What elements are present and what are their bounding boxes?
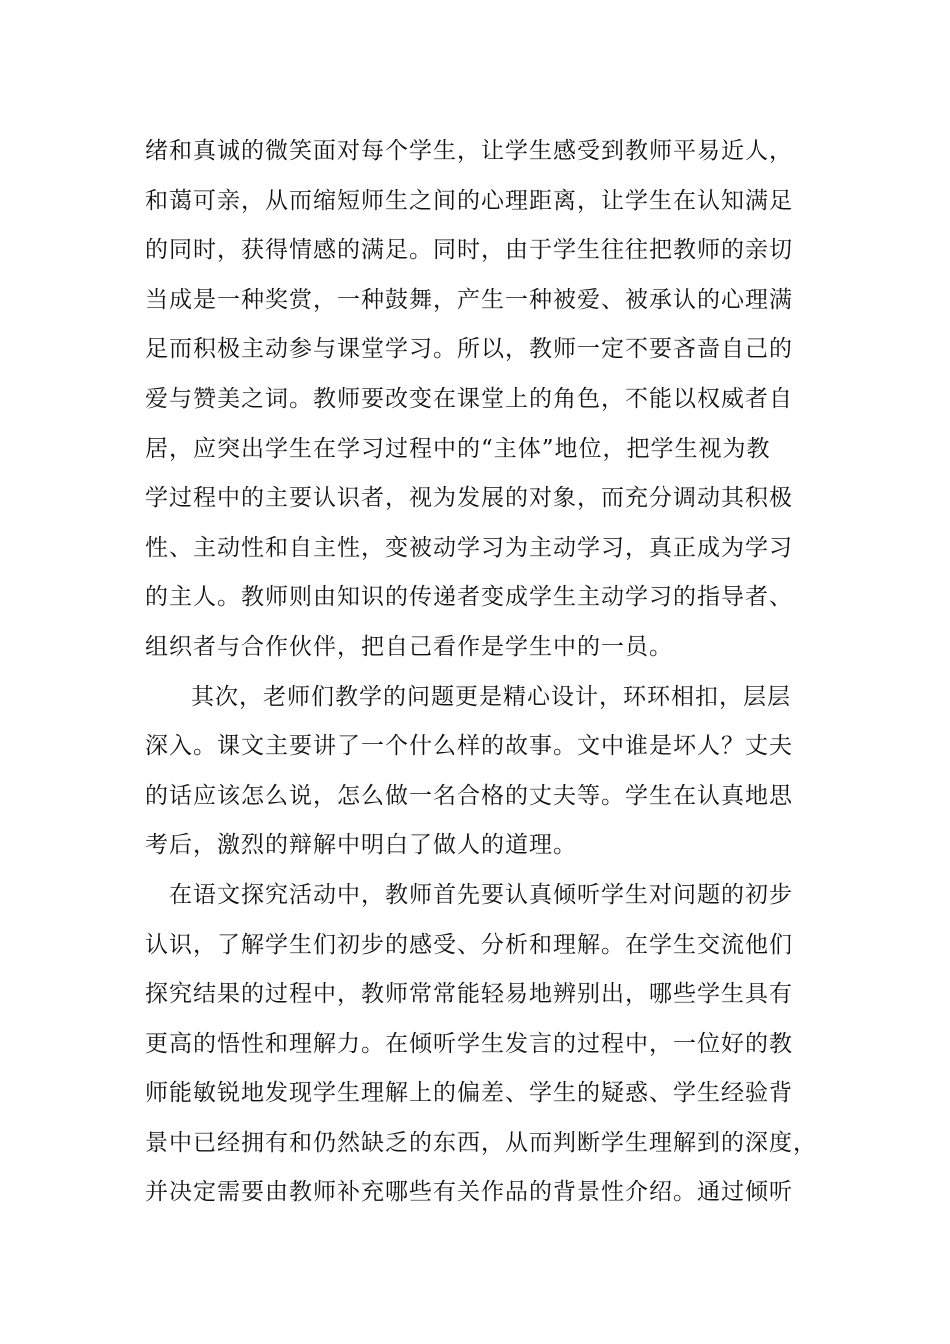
text-line: 的同时，获得情感的满足。同时，由于学生往往把教师的亲切 xyxy=(145,237,793,264)
text-line: 居，应突出学生在学习过程中的“主体”地位，把学生视为教 xyxy=(145,435,771,462)
body-text xyxy=(145,127,845,1218)
text-line: 深入。课文主要讲了一个什么样的故事。文中谁是坏人？丈夫 xyxy=(145,733,793,760)
text-line: 更高的悟性和理解力。在倾听学生发言的过程中，一位好的教 xyxy=(145,1030,793,1057)
text-line: 和蔼可亲，从而缩短师生之间的心理距离，让学生在认知满足 xyxy=(145,187,793,214)
text-line: 当成是一种奖赏，一种鼓舞，产生一种被爱、被承认的心理满 xyxy=(145,286,793,313)
text-line: 探究结果的过程中，教师常常能轻易地辨别出，哪些学生具有 xyxy=(145,981,793,1008)
text-line: 并决定需要由教师补充哪些有关作品的背景性介绍。通过倾听 xyxy=(145,1179,793,1206)
text-line: 考后，激烈的辩解中明白了做人的道理。 xyxy=(145,832,577,859)
text-line: 景中已经拥有和仍然缺乏的东西，从而判断学生理解到的深度， xyxy=(145,1129,817,1156)
text-line: 认识，了解学生们初步的感受、分析和理解。在学生交流他们 xyxy=(145,931,793,958)
text-line: 足而积极主动参与课堂学习。所以，教师一定不要吝啬自己的 xyxy=(145,336,793,363)
text-line: 组织者与合作伙伴，把自己看作是学生中的一员。 xyxy=(145,633,673,660)
text-line: 在语文探究活动中，教师首先要认真倾听学生对问题的初步 xyxy=(169,881,793,908)
text-line: 的主人。教师则由知识的传递者变成学生主动学习的指导者、 xyxy=(145,584,793,611)
text-line: 爱与赞美之词。教师要改变在课堂上的角色，不能以权威者自 xyxy=(145,385,793,412)
text-line: 学过程中的主要认识者，视为发展的对象，而充分调动其积极 xyxy=(145,485,793,512)
text-line: 其次，老师们教学的问题更是精心设计，环环相扣，层层 xyxy=(191,683,791,710)
text-line: 师能敏锐地发现学生理解上的偏差、学生的疑惑、学生经验背 xyxy=(145,1080,793,1107)
text-line: 的话应该怎么说，怎么做一名合格的丈夫等。学生在认真地思 xyxy=(145,782,793,809)
text-line: 性、主动性和自主性，变被动学习为主动学习，真正成为学习 xyxy=(145,534,793,561)
text-line: 绪和真诚的微笑面对每个学生，让学生感受到教师平易近人， xyxy=(145,138,793,164)
